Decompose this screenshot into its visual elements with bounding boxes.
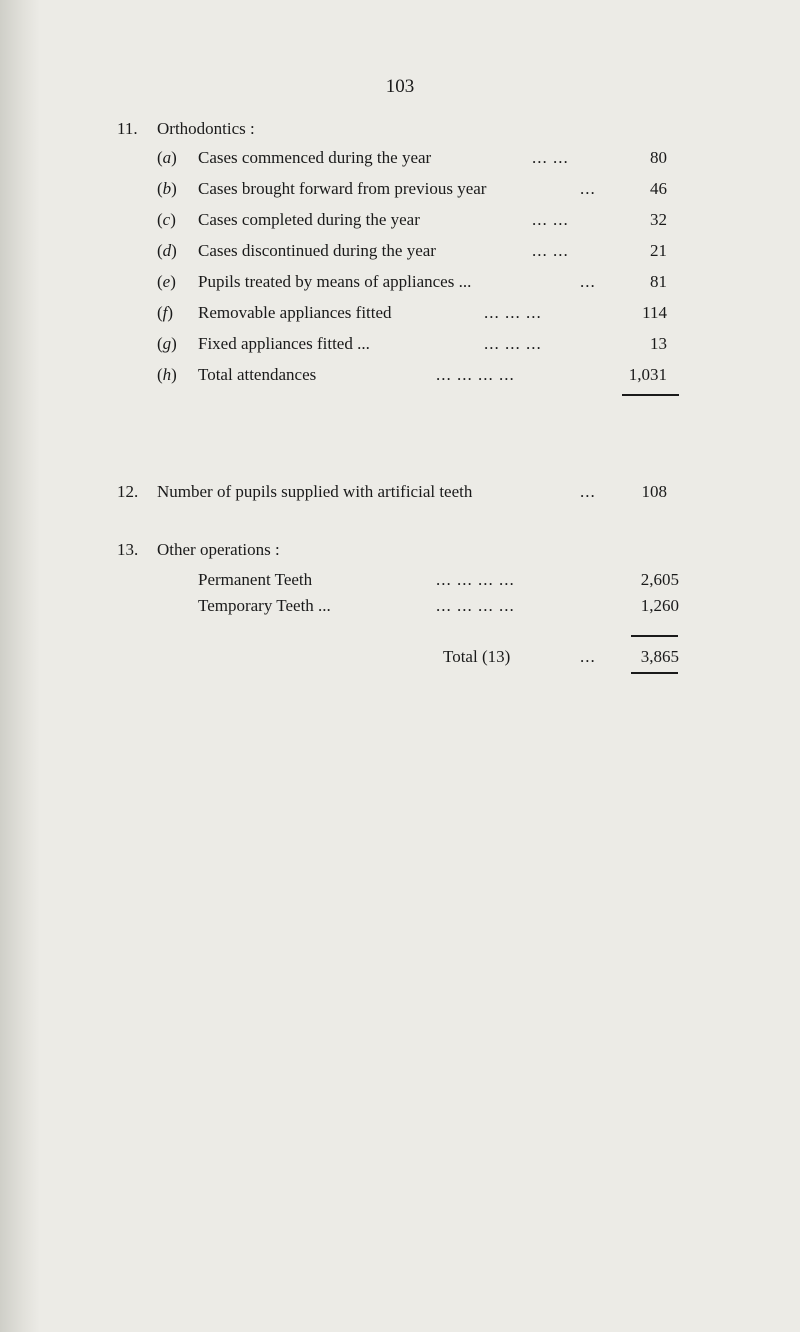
section-12-label: Number of pupils supplied with artificial teeth xyxy=(157,482,473,501)
item-letter: (g) xyxy=(157,334,177,353)
item-letter: (e) xyxy=(157,272,176,291)
item-label: Total attendances xyxy=(198,365,317,384)
item-leader-dots: ... ... ... xyxy=(484,303,542,322)
item-letter: (f) xyxy=(157,303,174,322)
item-label: Permanent Teeth xyxy=(198,570,313,589)
item-leader-dots: ... ... ... ... xyxy=(436,570,515,589)
item-value: 81 xyxy=(650,272,667,291)
total-label: Total (13) xyxy=(443,647,511,666)
item-label: Pupils treated by means of appliances ... xyxy=(198,272,472,291)
item-label: Cases completed during the year xyxy=(198,210,420,229)
item-value: 80 xyxy=(650,148,667,167)
total-lower-rule xyxy=(631,672,678,674)
item-leader-dots: ... ... ... xyxy=(484,334,542,353)
section-12-value: 108 xyxy=(641,482,667,501)
page-edge-shadow xyxy=(0,0,40,1332)
total-leader-dots: ... xyxy=(580,647,596,666)
item-value: 1,260 xyxy=(640,596,679,615)
item-label: Temporary Teeth ... xyxy=(198,596,331,615)
item-leader-dots: ... ... xyxy=(532,210,569,229)
item-label: Cases discontinued during the year xyxy=(198,241,436,260)
item-leader-dots: ... xyxy=(580,179,596,198)
section-11-title: Orthodontics : xyxy=(157,119,255,138)
section-13-number: 13. xyxy=(117,540,139,559)
section-11-number: 11. xyxy=(117,119,138,138)
item-value: 114 xyxy=(642,303,667,322)
item-letter: (d) xyxy=(157,241,177,260)
section-11-total-rule xyxy=(622,394,679,396)
item-letter: (h) xyxy=(157,365,177,384)
section-12-number: 12. xyxy=(117,482,139,501)
item-letter: (b) xyxy=(157,179,177,198)
section-12-leader-dots: ... xyxy=(580,482,596,501)
section-13-title: Other operations : xyxy=(157,540,280,559)
item-value: 1,031 xyxy=(628,365,667,384)
item-letter: (c) xyxy=(157,210,176,229)
item-letter: (a) xyxy=(157,148,177,167)
page-number: 103 xyxy=(385,76,415,97)
item-label: Cases commenced during the year xyxy=(198,148,432,167)
item-leader-dots: ... ... xyxy=(532,148,569,167)
item-label: Cases brought forward from previous year xyxy=(198,179,487,198)
item-value: 13 xyxy=(650,334,667,353)
item-value: 21 xyxy=(650,241,667,260)
item-label: Fixed appliances fitted ... xyxy=(198,334,370,353)
item-leader-dots: ... xyxy=(580,272,596,291)
total-upper-rule xyxy=(631,635,678,637)
item-leader-dots: ... ... ... ... xyxy=(436,365,515,384)
item-value: 32 xyxy=(650,210,667,229)
total-value: 3,865 xyxy=(640,647,679,666)
item-leader-dots: ... ... xyxy=(532,241,569,260)
item-label: Removable appliances fitted xyxy=(198,303,392,322)
item-value: 2,605 xyxy=(640,570,679,589)
item-leader-dots: ... ... ... ... xyxy=(436,596,515,615)
item-value: 46 xyxy=(650,179,667,198)
